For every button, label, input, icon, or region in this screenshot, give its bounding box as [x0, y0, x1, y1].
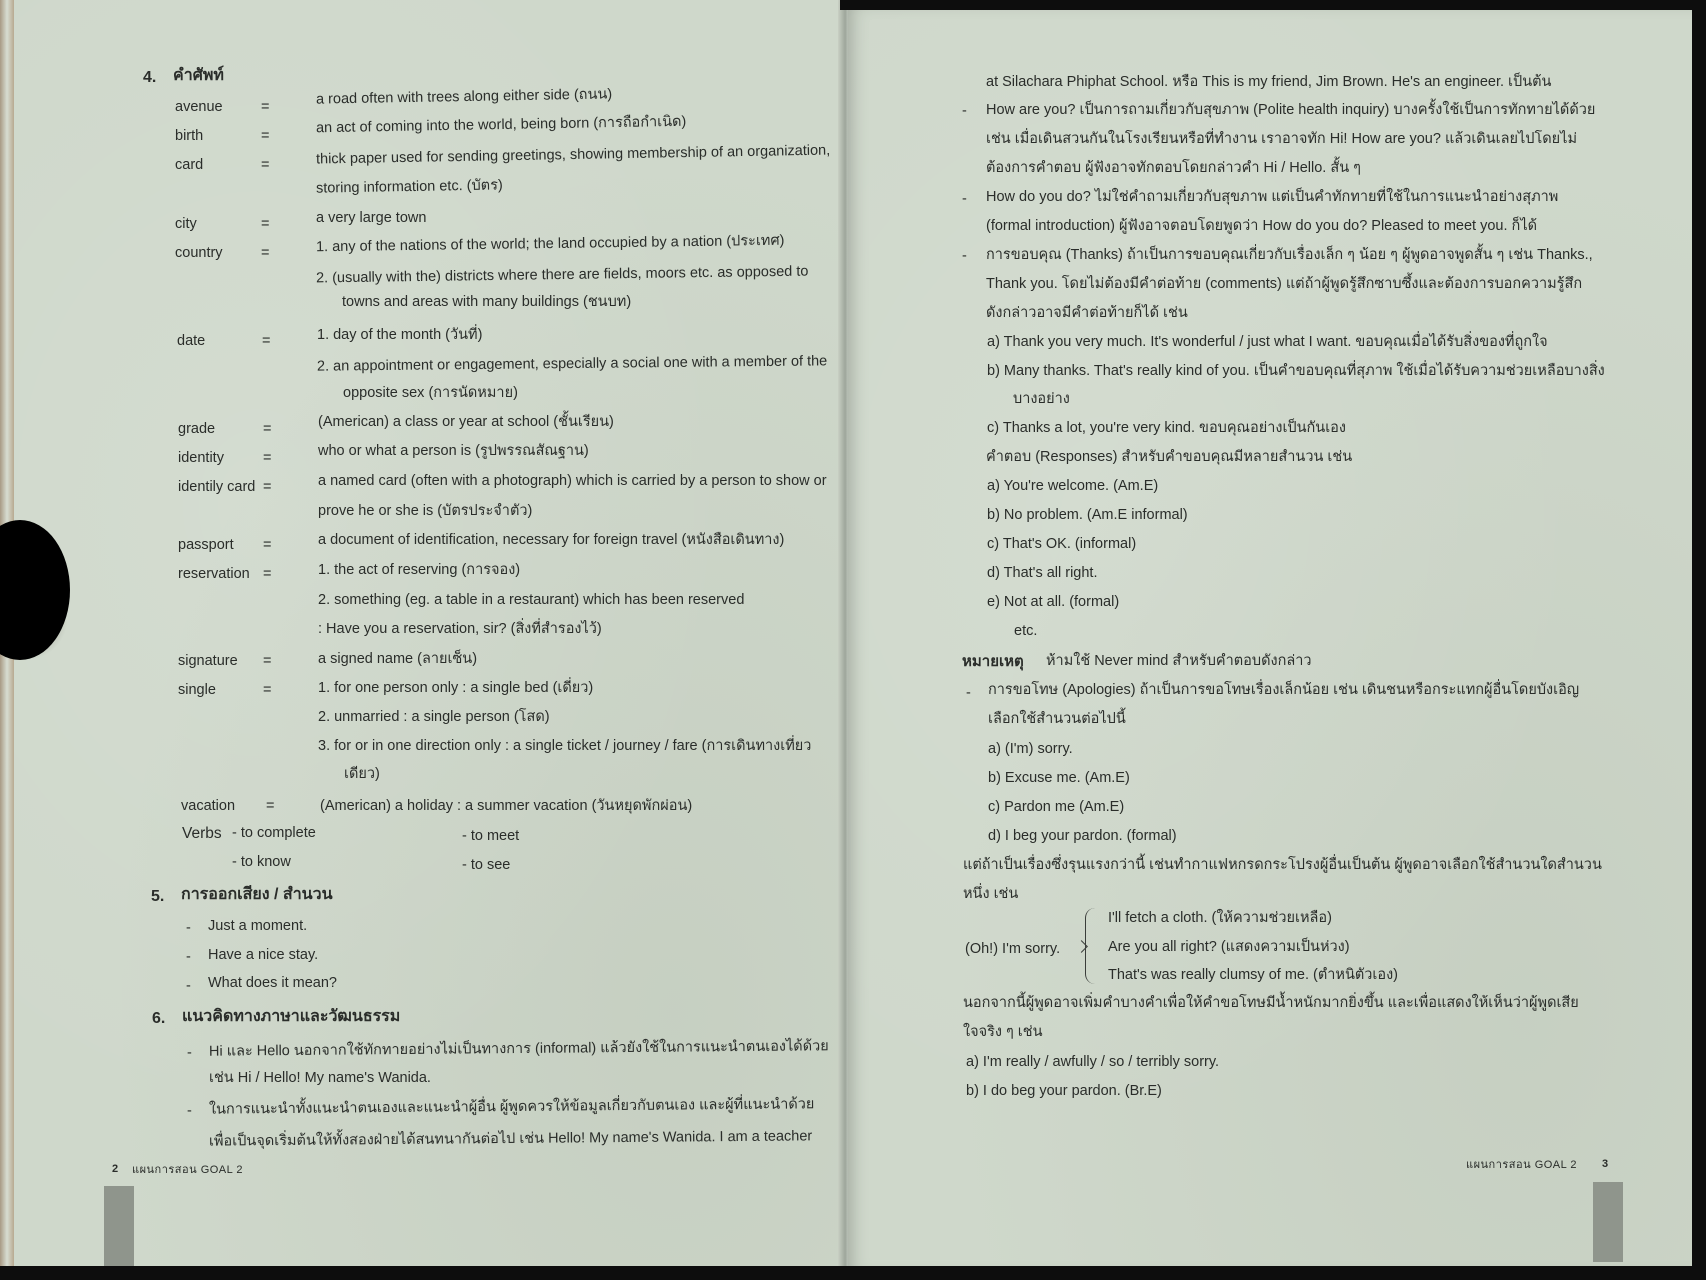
paragraph-line: แต่ถ้าเป็นเรื่องซึ่งรุนแรงกว่านี้ เช่นทำกาแฟหกรดกระโปรงผู้อื่นเป็นต้น ผู้พูดอาจเลือกใช้สำนวนใดสำนวน [963, 857, 1602, 873]
paragraph-line: (formal introduction) ผู้ฟังอาจตอบโดยพูดว่า How do you do? Pleased to meet you. ก็ได้ [986, 218, 1538, 234]
list-item: a) Thank you very much. It's wonderful / just what I want. ขอบคุณเมื่อได้รับสิ่งของที่ถูกใจ [987, 334, 1548, 350]
equals-sign: = [263, 566, 272, 582]
vocab-definition: a very large town [316, 210, 427, 226]
equals-sign: = [261, 128, 270, 144]
verb-item: - to complete [232, 825, 316, 841]
sorry-lead: (Oh!) I'm sorry. [965, 941, 1061, 957]
verb-item: - to know [232, 854, 291, 870]
list-item: etc. [1014, 623, 1038, 639]
vocab-definition: 1. for one person only : a single bed (เดี่ยว) [318, 680, 594, 696]
vocab-definition: towns and areas with many buildings (ชนบท) [342, 294, 632, 310]
vocab-definition: prove he or she is (บัตรประจำตัว) [318, 503, 533, 519]
vocab-word: date [177, 333, 206, 349]
bullet: - [186, 949, 191, 965]
vocab-word: reservation [178, 566, 250, 582]
vocab-word: birth [175, 128, 204, 144]
paragraph-line: ใจจริง ๆ เช่น [963, 1024, 1043, 1040]
sorry-option: I'll fetch a cloth. (ให้ความช่วยเหลือ) [1108, 910, 1332, 926]
page-number: 3 [1602, 1158, 1609, 1170]
section-title: แนวคิดทางภาษาและวัฒนธรรม [182, 1008, 401, 1025]
page-tab-marker [1593, 1182, 1623, 1262]
footer-text: แผนการสอน GOAL 2 [132, 1164, 244, 1176]
vocab-definition: storing information etc. (บัตร) [315, 177, 503, 197]
paragraph-line: เช่น Hi / Hello! My name's Wanida. [209, 1070, 431, 1086]
list-item: d) I beg your pardon. (formal) [988, 828, 1177, 844]
verb-item: - to see [462, 857, 511, 873]
curly-brace [1085, 908, 1095, 984]
vocab-definition: เดียว) [344, 766, 380, 782]
bullet: - [187, 1103, 192, 1119]
paragraph-line: at Silachara Phiphat School. หรือ This is my friend, Jim Brown. He's an engineer. เป็นต้น [986, 74, 1552, 90]
verbs-label: Verbs [182, 825, 222, 842]
page-number: 2 [112, 1163, 119, 1175]
paragraph-line: คำตอบ (Responses) สำหรับคำขอบคุณมีหลายสำนวน เช่น [986, 449, 1353, 465]
bullet: - [186, 978, 191, 994]
vocab-definition: a named card (often with a photograph) which is carried by a person to show or [318, 473, 827, 489]
vocab-word: grade [178, 421, 216, 437]
paragraph-line: นอกจากนี้ผู้พูดอาจเพิ่มคำบางคำเพื่อให้คำขอโทษมีน้ำหนักมากยิ่งขึ้น และเพื่อแสดงให้เห็นว่าผู้พูดเสีย [963, 995, 1579, 1011]
paragraph-line: การขอโทษ (Apologies) ถ้าเป็นการขอโทษเรื่องเล็กน้อย เช่น เดินชนหรือกระแทกผู้อื่นโดยบังเอิญ [988, 682, 1580, 698]
note-label: หมายเหตุ [962, 653, 1024, 670]
vocab-word: single [178, 682, 216, 698]
vocab-definition: (American) a class or year at school (ชั้นเรียน) [318, 414, 614, 430]
vocab-definition: 2. unmarried : a single person (โสด) [318, 709, 550, 725]
section-number: 5. [151, 888, 165, 905]
section-title: การออกเสียง / สำนวน [181, 886, 333, 903]
equals-sign: = [263, 682, 272, 698]
vocab-definition: an act of coming into the world, being born (การถือกำเนิด) [315, 113, 687, 137]
paragraph-line: How are you? เป็นการถามเกี่ยวกับสุขภาพ (Polite health inquiry) บางครั้งใช้เป็นการทักทายได้ด้วย [986, 102, 1596, 118]
sorry-option: That's was really clumsy of me. (ตำหนิตัวเอง) [1108, 967, 1399, 983]
bullet: - [962, 248, 967, 264]
vocab-definition: 1. day of the month (วันที่) [317, 327, 483, 343]
list-item: a) (I'm) sorry. [988, 741, 1073, 757]
vocab-word: country [175, 245, 223, 261]
vocab-definition: 1. the act of reserving (การจอง) [318, 562, 521, 578]
section-number: 6. [152, 1010, 166, 1027]
vocab-definition: opposite sex (การนัดหมาย) [343, 385, 518, 401]
footer-text: แผนการสอน GOAL 2 [1466, 1159, 1578, 1171]
vocab-word: signature [178, 653, 238, 669]
paragraph-line: เพื่อเป็นจุดเริ่มต้นให้ทั้งสองฝ่ายได้สนทนากันต่อไป เช่น Hello! My name's Wanida. I am a teacher [208, 1128, 813, 1150]
vocab-definition: : Have you a reservation, sir? (สิ่งที่สำรองไว้) [318, 621, 602, 637]
list-item: บางอย่าง [1013, 391, 1070, 407]
note-text: ห้ามใช้ Never mind สำหรับคำตอบดังกล่าว [1046, 653, 1312, 669]
background-strip [840, 0, 1706, 10]
sorry-option: Are you all right? (แสดงความเป็นห่วง) [1108, 939, 1350, 955]
section-number: 4. [143, 69, 157, 86]
vocab-definition: (American) a holiday : a summer vacation (วันหยุดพักผ่อน) [320, 798, 693, 814]
bullet: - [186, 920, 191, 936]
paragraph-line: ในการแนะนำทั้งแนะนำตนเองและแนะนำผู้อื่น ผู้พูดควรให้ข้อมูลเกี่ยวกับตนเอง และผู้ที่แนะนำด้วย [208, 1096, 815, 1118]
equals-sign: = [262, 333, 271, 349]
paragraph-line: เช่น เมื่อเดินสวนกันในโรงเรียนหรือที่ทำงาน เราอาจทัก Hi! How are you? แล้วเดินเลยไปโดยไม่ [986, 131, 1578, 147]
vocab-word: vacation [181, 798, 236, 814]
equals-sign: = [261, 157, 270, 173]
list-item: e) Not at all. (formal) [987, 594, 1120, 610]
paragraph-line: ต้องการคำตอบ ผู้ฟังอาจทักตอบโดยกล่าวคำ Hi / Hello. สั้น ๆ [986, 160, 1361, 176]
equals-sign: = [261, 245, 270, 261]
expression-item: Have a nice stay. [208, 947, 319, 963]
vocab-word: avenue [175, 99, 223, 115]
vocab-definition: 2. (usually with the) districts where there are fields, moors etc. as opposed to [315, 263, 809, 287]
vocab-word: identity [178, 450, 224, 466]
vocab-definition: a document of identification, necessary for foreign travel (หนังสือเดินทาง) [318, 532, 785, 548]
vocab-definition: 1. any of the nations of the world; the land occupied by a nation (ประเทศ) [315, 232, 785, 256]
equals-sign: = [263, 653, 272, 669]
equals-sign: = [263, 421, 272, 437]
vocab-definition: a road often with trees along either side (ถนน) [315, 86, 613, 108]
vocab-definition: 3. for or in one direction only : a single ticket / journey / fare (การเดินทางเที่ยว [318, 738, 812, 754]
paragraph-line: ดังกล่าวอาจมีคำต่อท้ายก็ได้ เช่น [986, 305, 1188, 321]
vocab-word: city [175, 216, 197, 232]
equals-sign: = [263, 537, 272, 553]
equals-sign: = [266, 798, 275, 814]
list-item: b) Excuse me. (Am.E) [988, 770, 1130, 786]
vocab-word: card [175, 157, 204, 173]
bullet: - [962, 103, 967, 119]
vocab-definition: 2. something (eg. a table in a restaurant) which has been reserved [318, 592, 745, 608]
equals-sign: = [263, 450, 272, 466]
verb-item: - to meet [462, 828, 520, 844]
expression-item: What does it mean? [208, 975, 337, 991]
section-title: คำศัพท์ [173, 67, 224, 84]
background-strip [0, 1266, 1706, 1280]
vocab-definition: thick paper used for sending greetings, showing membership of an organization, [315, 142, 831, 168]
list-item: c) Pardon me (Am.E) [988, 799, 1125, 815]
vocab-definition: a signed name (ลายเซ็น) [318, 651, 478, 667]
paragraph-line: เลือกใช้สำนวนต่อไปนี้ [988, 711, 1126, 727]
paragraph-line: การขอบคุณ (Thanks) ถ้าเป็นการขอบคุณเกี่ยวกับเรื่องเล็ก ๆ น้อย ๆ ผู้พูดอาจพูดสั้น ๆ เช่น Thanks., [986, 247, 1593, 263]
bullet: - [962, 191, 967, 207]
equals-sign: = [263, 479, 272, 495]
list-item: a) I'm really / awfully / so / terribly sorry. [966, 1054, 1220, 1070]
list-item: c) That's OK. (informal) [987, 536, 1137, 552]
list-item: b) No problem. (Am.E informal) [987, 507, 1188, 523]
paragraph-line: หนึ่ง เช่น [963, 886, 1019, 902]
vocab-word: passport [178, 537, 234, 553]
list-item: a) You're welcome. (Am.E) [987, 478, 1159, 494]
list-item: c) Thanks a lot, you're very kind. ขอบคุณอย่างเป็นกันเอง [987, 420, 1346, 436]
list-item: b) Many thanks. That's really kind of you. เป็นคำขอบคุณที่สุภาพ ใช้เมื่อได้รับความช่วยเหลือบางสิ่ง [987, 363, 1605, 379]
bullet: - [187, 1045, 192, 1061]
equals-sign: = [261, 216, 270, 232]
paragraph-line: Thank you. โดยไม่ต้องมีคำต่อท้าย (comments) แต่ถ้าผู้พูดรู้สึกซาบซึ้งและต้องการบอกความรู้สึก [986, 276, 1583, 292]
page-tab-marker [104, 1186, 134, 1266]
paragraph-line: Hi และ Hello นอกจากใช้ทักทายอย่างไม่เป็นทางการ (informal) แล้วยังใช้ในการแนะนำตนเองได้ด้วย [208, 1038, 829, 1060]
equals-sign: = [261, 99, 270, 115]
list-item: b) I do beg your pardon. (Br.E) [966, 1083, 1162, 1099]
vocab-definition: who or what a person is (รูปพรรณสัณฐาน) [318, 443, 589, 459]
list-item: d) That's all right. [987, 565, 1098, 581]
vocab-word: identily card [178, 479, 256, 495]
vocab-definition: 2. an appointment or engagement, especially a social one with a member of the [316, 353, 828, 375]
expression-item: Just a moment. [208, 918, 308, 934]
paragraph-line: How do you do? ไม่ใช่คำถามเกี่ยวกับสุขภาพ แต่เป็นคำทักทายที่ใช้ในการแนะนำอย่างสุภาพ [986, 189, 1559, 205]
bullet: - [966, 685, 971, 701]
